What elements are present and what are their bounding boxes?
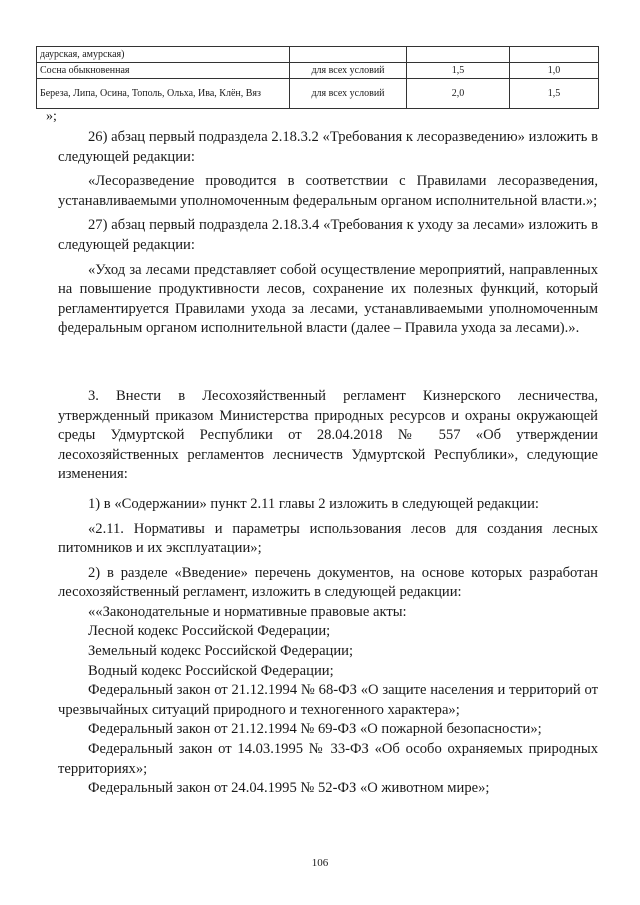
list-item: Водный кодекс Российской Федерации;	[88, 662, 334, 679]
table-cell-value-1	[407, 47, 510, 63]
list-item: Федеральный закон от 24.04.1995 № 52-ФЗ «О животном мире»;	[88, 780, 490, 797]
table-cell-value-2	[510, 47, 599, 63]
list-item: Федеральный закон от 14.03.1995 № 33-ФЗ «Об особо охраняемых природных территориях»;	[58, 741, 598, 777]
paragraph-quote-forest-care: «Уход за лесами представляет собой осуществление мероприятий, направленных на повышение продуктивности лесов, сохранение их полезных функций, который регламентируется Правилами ухода за лесами, устанавливаемыми уполномоченным федеральным органом исполнительной власти (далее – Правила ухода за лесами).».	[58, 261, 598, 337]
table-cell-value-2: 1,5	[510, 79, 599, 109]
table-cell-species: даурская, амурская)	[37, 47, 290, 63]
paragraph-27: 27) абзац первый подраздела 2.18.3.4 «Требования к уходу за лесами» изложить в следующей редакции:	[58, 217, 598, 253]
table-row	[37, 47, 599, 63]
closing-quote: »;	[46, 109, 57, 124]
paragraph-3: 3. Внести в Лесохозяйственный регламент Кизнерского лесничества, утвержденный приказом Министерства природных ресурсов и охраны окружающей среды Удмуртской Республики от 28.04.2018 № 557 «Об утверждении лесохозяйственных регламентов лесничеств Удмуртской Республики», следующие изменения:	[58, 387, 598, 483]
table-cell-value-2: 1,0	[510, 63, 599, 79]
table-cell-condition	[290, 47, 407, 63]
paragraph-item-1-quote: «2.11. Нормативы и параметры использования лесов для создания лесных питомников и их эксплуатации»;	[58, 520, 598, 557]
species-table	[36, 46, 599, 109]
table-cell-value-1: 1,5	[407, 63, 510, 79]
table-cell-condition: для всех условий	[290, 63, 407, 79]
table-row	[37, 79, 599, 109]
table-cell-condition: для всех условий	[290, 79, 407, 109]
list-item: Федеральный закон от 21.12.1994 № 68-ФЗ «О защите населения и территорий от чрезвычайных ситуаций природного и техногенного характера»;	[58, 682, 598, 718]
paragraph-item-2: 2) в разделе «Введение» перечень документов, на основе которых разработан лесохозяйственный регламент, изложить в следующей редакции:	[58, 564, 598, 601]
list-item: Земельный кодекс Российской Федерации;	[88, 643, 354, 660]
page-number: 106	[311, 857, 329, 869]
list-item: ««Законодательные и нормативные правовые акты:	[88, 603, 407, 620]
paragraph-quote-afforestation: «Лесоразведение проводится в соответствии с Правилами лесоразведения, устанавливаемыми уполномоченным федеральным органом исполнительной власти.»;	[58, 173, 598, 209]
list-item: Федеральный закон от 21.12.1994 № 69-ФЗ «О пожарной безопасности»;	[88, 721, 542, 738]
table-row	[37, 63, 599, 79]
document-body	[58, 128, 598, 799]
table-cell-species: Сосна обыкновенная	[37, 63, 290, 79]
table-cell-value-1: 2,0	[407, 79, 510, 109]
table-cell-species: Береза, Липа, Осина, Тополь, Ольха, Ива, Клён, Вяз	[37, 79, 290, 109]
paragraph-item-1: 1) в «Содержании» пункт 2.11 главы 2 изложить в следующей редакции:	[88, 495, 539, 512]
list-item: Лесной кодекс Российской Федерации;	[88, 623, 331, 640]
paragraph-26: 26) абзац первый подраздела 2.18.3.2 «Требования к лесоразведению» изложить в следующей редакции:	[58, 129, 598, 165]
